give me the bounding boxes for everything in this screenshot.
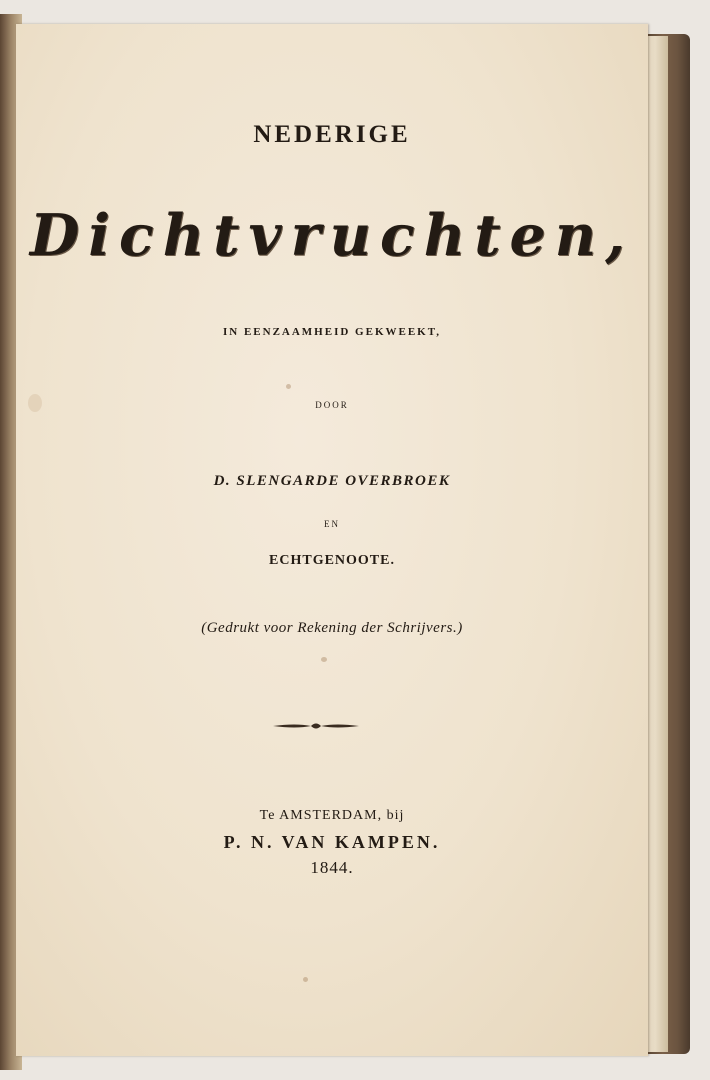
imprint-place: Te AMSTERDAM, bij — [259, 808, 405, 823]
co-author: ECHTGENOOTE. — [269, 553, 395, 568]
title-line-1: NEDERIGE — [253, 121, 411, 148]
foxing-spot — [303, 977, 308, 982]
title-page — [16, 24, 648, 1056]
author-name: D. SLENGARDE OVERBROEK — [213, 473, 451, 489]
foxing-spot — [321, 657, 327, 662]
and-label: EN — [324, 519, 340, 529]
print-note: (Gedrukt voor Rekening der Schrijvers.) — [201, 620, 463, 636]
subtitle: IN EENZAAMHEID GEKWEEKT, — [222, 326, 442, 338]
main-title: Dichtvruchten, — [29, 202, 635, 269]
foxing-spot — [286, 384, 291, 389]
foxing-spot — [28, 394, 42, 412]
publisher: P. N. VAN KAMPEN. — [223, 832, 441, 852]
year: 1844. — [310, 858, 354, 877]
by-label: DOOR — [315, 400, 349, 410]
ornamental-rule-icon — [271, 719, 361, 733]
